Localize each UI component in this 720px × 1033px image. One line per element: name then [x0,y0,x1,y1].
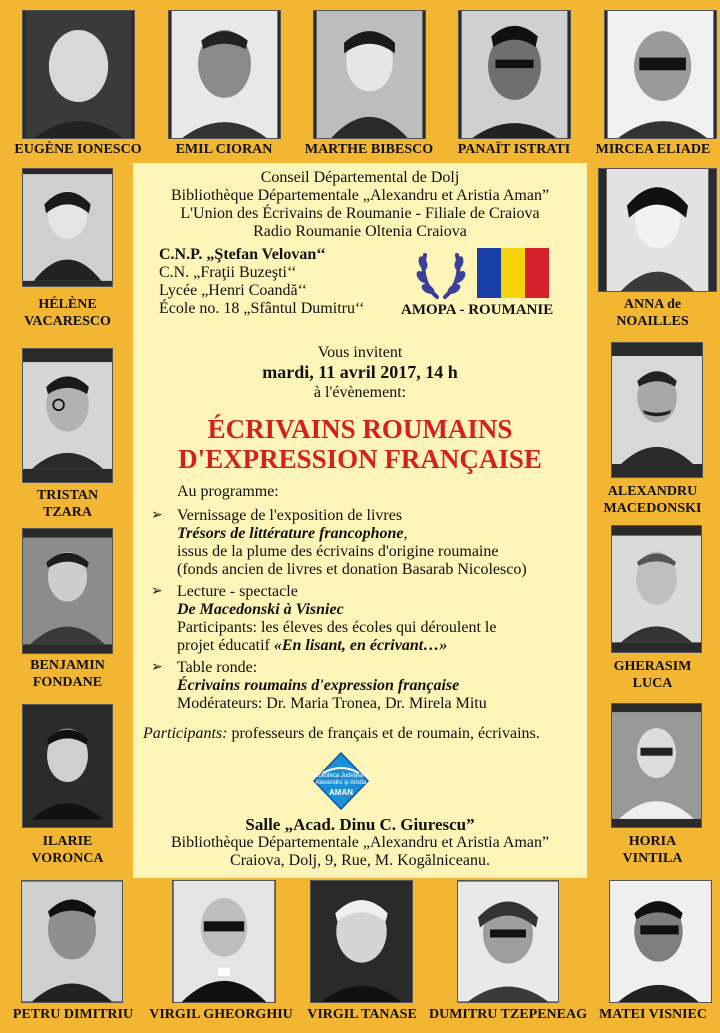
name-tristan-tzara-line2: TZARA [42,505,92,520]
name-eugene-ionesco: EUGÈNE IONESCO [14,142,142,157]
venue-room: Salle „Acad. Dinu C. Giurescu” [245,815,475,834]
name-anna-de-noailles-line2: NOAILLES [616,314,689,329]
invite-line-1: Vous invitent [317,344,403,361]
library-logo-text-1: Biblioteca Judeţeană [313,773,369,779]
name-panait-istrati: PANAÏT ISTRATI [457,142,571,157]
program-item-2-line4-prefix: projet éducatif [177,637,274,654]
program-item-2-title: Lecture - spectacle [177,583,298,600]
name-horia-vintila-line2: VINTILA [622,851,683,866]
organizer-line-1: Conseil Départemental de Dolj [260,169,460,186]
organizer-line-2: Bibliothèque Départementale „Alexandru et Aristia Aman” [170,187,550,204]
bullet-arrow-icon: ➢ [151,508,163,523]
event-date: mardi, 11 avril 2017, 14 h [262,362,458,382]
name-alexandru-macedonski-line1: ALEXANDRU [607,484,698,499]
bullet-arrow-icon: ➢ [151,584,163,599]
name-benjamin-fondane-line1: BENJAMIN [30,658,105,673]
participants-line [143,725,540,743]
program-item-1-subtitle-suffix: , [403,525,408,542]
portrait-mircea-eliade [604,10,717,139]
program-item-3-subtitle: Écrivains roumains d'expression française [177,677,460,694]
program-item-3-line3: Modérateurs: Dr. Maria Tronea, Dr. Mirela Mitu [177,695,487,712]
name-virgil-gheorghiu: VIRGIL GHEORGHIU [149,1007,293,1022]
portrait-matei-visniec [609,880,712,1003]
school-lycee-coanda: Lycée „Henri Coandă‘‘ [159,282,308,299]
program-item-1-line4: (fonds ancien de livres et donation Basarab Nicolesco) [177,561,527,578]
name-ilarie-voronca-line2: VORONCA [31,851,104,866]
organizer-line-3: L'Union des Écrivains de Roumanie - Filiale de Craiova [180,205,540,222]
name-mircea-eliade: MIRCEA ELIADE [595,142,711,157]
portrait-ilarie-voronca [22,704,113,828]
event-title-line-2: D'EXPRESSION FRANÇAISE [178,444,542,474]
name-dumitru-tzepeneag: DUMITRU TZEPENEAG [428,1007,588,1022]
program-item-2-line4 [177,637,447,655]
organizer-line-4: Radio Roumanie Oltenia Craiova [253,223,467,240]
portrait-dumitru-tzepeneag [457,880,559,1003]
program-item-1-subtitle-text: Trésors de littérature francophone [177,525,404,542]
portrait-alexandru-macedonski [611,342,703,478]
portrait-horia-vintila [611,703,702,828]
portrait-gherasim-luca [611,525,702,653]
library-logo-text-2: Alexandru şi Aristia [315,780,367,786]
name-helene-vacaresco-line2: VACARESCO [24,314,111,329]
program-item-3-title: Table ronde: [177,659,258,676]
name-benjamin-fondane-line2: FONDANE [32,675,103,690]
program-item-2-subtitle: De Macedonski à Visniec [177,601,344,618]
portrait-marthe-bibesco [313,10,426,139]
portrait-petru-dimitriu [21,880,123,1003]
school-ecole-18: École no. 18 „Sfântul Dumitru‘‘ [159,300,365,317]
portrait-eugene-ionesco [22,10,135,139]
romanian-flag-icon [477,248,549,298]
portrait-virgil-gheorghiu [172,880,276,1003]
name-anna-de-noailles-line1: ANNA de [623,297,682,312]
portrait-benjamin-fondane [22,528,113,654]
name-tristan-tzara-line1: TRISTAN [36,488,99,503]
portrait-emil-cioran [168,10,281,139]
venue-address: Craiova, Dolj, 9, Rue, M. Kogălniceanu. [230,852,490,869]
name-horia-vintila-line1: HORIA [628,834,677,849]
name-petru-dimitriu: PETRU DIMITRIU [12,1007,134,1022]
name-matei-visniec: MATEI VISNIEC [598,1007,707,1022]
participants-label: Participants: [143,725,228,742]
name-alexandru-macedonski-line2: MACEDONSKI [603,501,702,516]
program-item-1-title: Vernissage de l'exposition de livres [177,507,403,524]
name-emil-cioran: EMIL CIORAN [175,142,273,157]
bullet-arrow-icon: ➢ [151,660,163,675]
event-title-line-1: ÉCRIVAINS ROUMAINS [207,414,513,444]
program-item-1-subtitle [177,525,408,543]
name-ilarie-voronca-line1: ILARIE [42,834,93,849]
program-item-2-project-name: «En lisant, en écrivant…» [273,637,448,654]
school-cn-buzesti: C.N. „Fraţii Buzeşti‘‘ [159,264,297,281]
program-heading: Au programme: [177,483,279,500]
portrait-virgil-tanase [310,880,413,1003]
invite-line-3: à l'évènement: [313,384,407,401]
name-gherasim-luca-line2: LUCA [632,676,673,691]
laurel-icon [415,245,467,301]
participants-text: professeurs de français et de roumain, écrivains. [227,725,540,742]
program-item-1-line3: issus de la plume des écrivains d'origine roumaine [177,543,499,560]
portrait-helene-vacaresco [22,168,113,287]
portrait-tristan-tzara [22,348,113,483]
portrait-anna-de-noailles [598,168,717,292]
name-gherasim-luca-line1: GHERASIM [613,659,692,674]
library-logo-text-3: AMAN [329,788,353,797]
name-marthe-bibesco: MARTHE BIBESCO [304,142,434,157]
portrait-panait-istrati [458,10,571,139]
invitation-panel [133,163,587,878]
program-item-2-line3: Participants: les éleves des écoles qui déroulent le [177,619,497,636]
amopa-label: AMOPA - ROUMANIE [401,302,554,318]
name-virgil-tanase: VIRGIL TANASE [307,1007,417,1022]
venue-library: Bibliothèque Départementale „Alexandru et Aristia Aman” [170,834,550,851]
name-helene-vacaresco-line1: HÉLÈNE [38,297,97,312]
school-cnp-velovan: C.N.P. „Ştefan Velovan‘‘ [159,246,326,263]
